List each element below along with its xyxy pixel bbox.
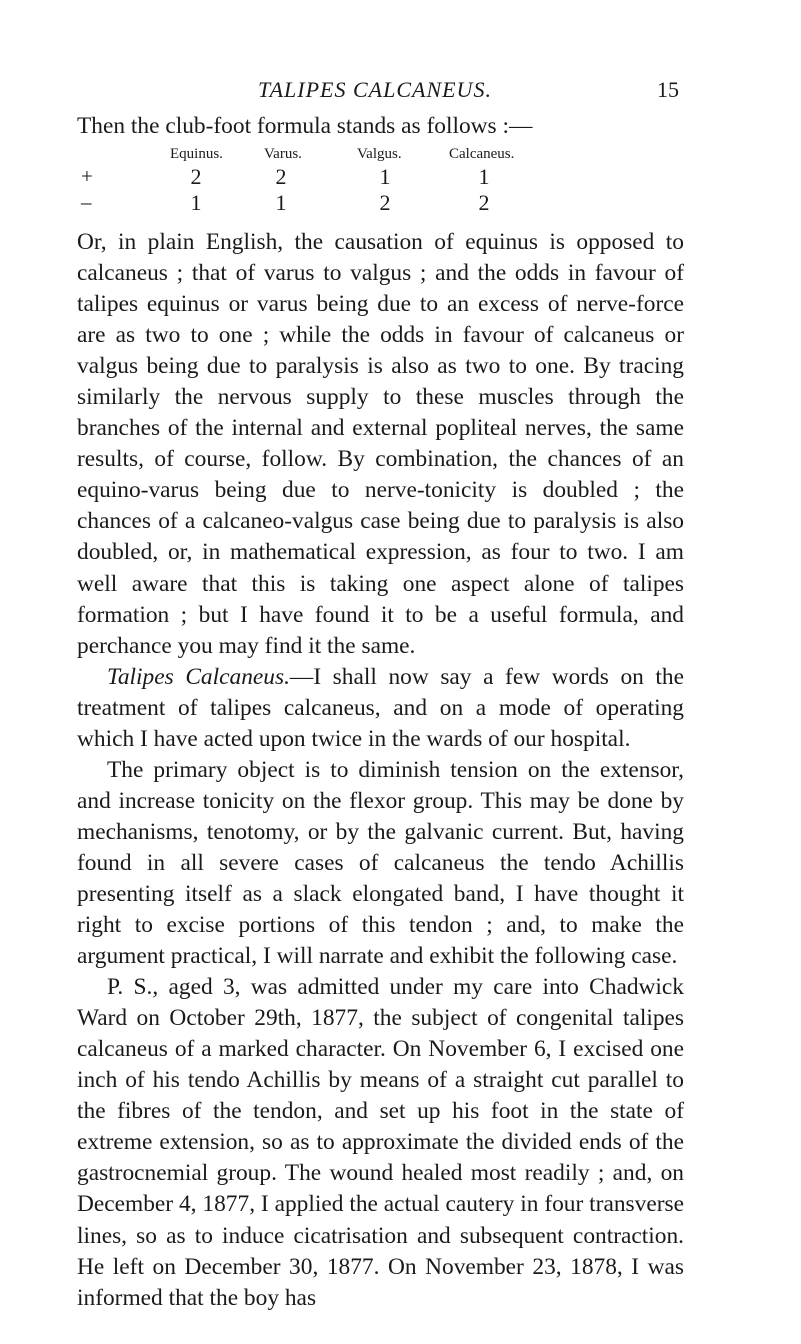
club-foot-formula-table — [77, 146, 697, 230]
paragraph-talipes-calcaneus — [77, 662, 684, 755]
paragraph-case-report: P. S., aged 3, was admitted under my care into Chadwick Ward on October 29th, 1877, the subject of congenital talipes calcaneus of a marked character. On November 6, I excised one inch of his tendo Achillis by means of a straight cut parallel to the fibres of the tendon, and set up his foot in the state of extreme extension, so as to approximate the divided ends of the gastrocnemial group. The wound healed most readily ; and, on December 4, 1877, I applied the actual cautery in four transverse lines, so as to induce cicatrisation and subsequent contraction. He left on December 30, 1877. On November 23, 1878, I was informed that the boy has — [77, 974, 684, 1311]
formula-cell: 1 — [379, 164, 391, 189]
formula-header-equinus: Equinus. — [170, 146, 223, 162]
section-lead-italic: Talipes Calcaneus. — [107, 663, 290, 690]
paragraph-text: —I shall now say a few words on the treatment of talipes calcaneus, and on a mode of operating which I have acted upon twice in the wards of our hospital. — [77, 663, 684, 752]
formula-cell: 1 — [190, 190, 202, 215]
paragraph-causation: Or, in plain English, the causation of equinus is opposed to calcaneus ; that of varus to valgus ; and the odds in favour of talipes equinus or varus being due to an excess of nerve-force are as two to one ; while the odds in favour of calcaneus or valgus being due to paralysis is also as two to one. By tracing similarly the nervous supply to these muscles through the branches of the internal and external popliteal nerves, the same results, of course, follow. By combination, the chances of an equino-varus being due to nerve-tonicity is doubled ; the chances of a calcaneo-valgus case being due to paralysis is also doubled, or, in mathematical expression, as four to two. I am well aware that this is taking one aspect alone of talipes formation ; but I have found it to be a useful formula, and perchance you may find it the same. — [77, 229, 684, 659]
paragraph-primary-object: The primary object is to diminish tension on the extensor, and increase tonicity on the flexor group. This may be done by mechanisms, tenotomy, or by the galvanic current. But, having found in all severe cases of calcaneus the tendo Achillis presenting itself as a slack elongated band, I have thought it right to excise portions of this tendon ; and, to make the argument practical, I will narrate and exhibit the following case. — [77, 756, 684, 970]
intro-line: Then the club-foot formula stands as follows :— — [77, 113, 533, 139]
formula-cell: 2 — [478, 190, 490, 215]
formula-cell: 1 — [275, 190, 287, 215]
body-text — [77, 227, 684, 1314]
formula-cell: 2 — [379, 190, 391, 215]
formula-cell: 2 — [190, 164, 202, 189]
formula-header-calcaneus: Calcaneus. — [449, 146, 515, 162]
formula-header-valgus: Valgus. — [357, 146, 402, 162]
formula-header-varus: Varus. — [264, 146, 302, 162]
running-header — [0, 77, 801, 107]
formula-cell: 2 — [275, 164, 287, 189]
running-title: TALIPES CALCANEUS. — [258, 77, 492, 102]
formula-cell: 1 — [478, 164, 490, 189]
formula-plus-sign: + — [81, 164, 93, 188]
formula-minus-sign: – — [81, 190, 92, 214]
page-number: 15 — [657, 77, 679, 102]
